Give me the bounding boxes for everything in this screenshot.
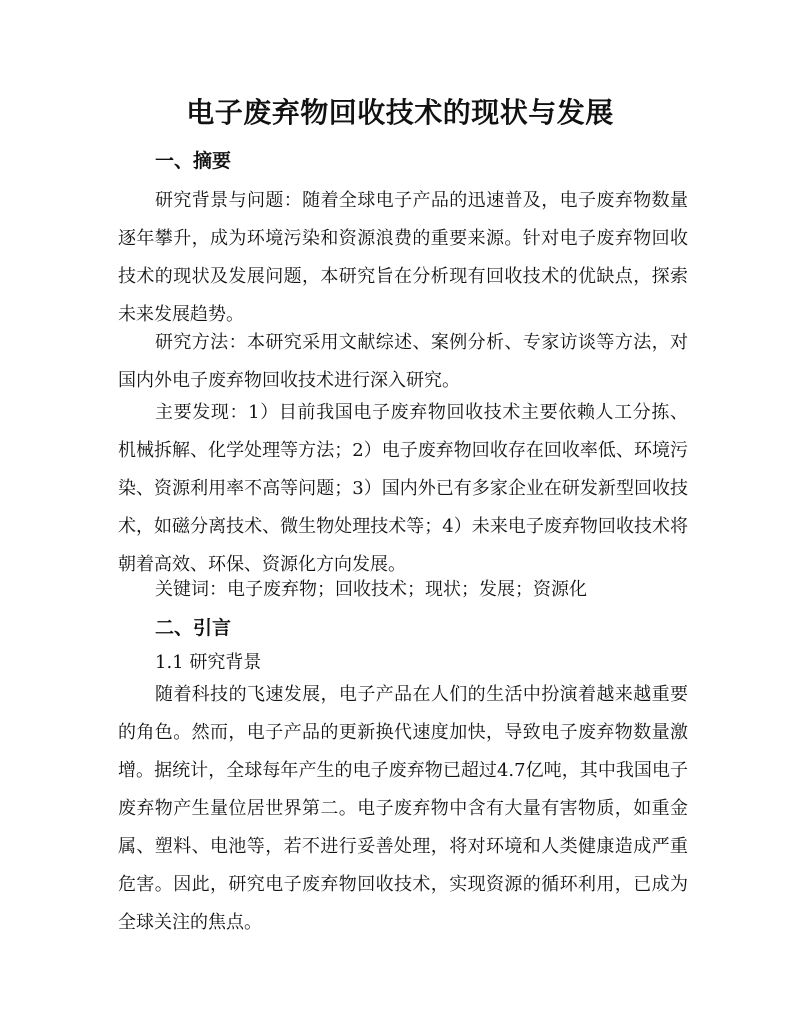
- introduction-background-paragraph: 随着科技的飞速发展，电子产品在人们的生活中扮演着越来越重要的角色。然而，电子产品的更新换代速度加快，导致电子废弃物数量激增。据统计，全球每年产生的电子废弃物已超过4.7亿吨，其中我国电子废弃物产生量位居世界第二。电子废弃物中含有大量有害物质，如重金属、塑料、电池等，若不进行妥善处理，将对环境和人类健康造成严重危害。因此，研究电子废弃物回收技术，实现资源的循环利用，已成为全球关注的焦点。: [118, 684, 688, 933]
- subsection-heading-background: 1.1 研究背景: [155, 652, 262, 673]
- keywords-line: 关键词：电子废弃物；回收技术；现状；发展；资源化: [155, 579, 587, 600]
- section-heading-abstract: 一、摘要: [155, 150, 232, 172]
- abstract-findings-paragraph: 主要发现：1）目前我国电子废弃物回收技术主要依赖人工分拣、机械拆解、化学处理等方法；2）电子废弃物回收存在回收率低、环境污染、资源利用率不高等问题；3）国内外已有多家企业在研发新型回收技术，如磁分离技术、微生物处理技术等；4）未来电子废弃物回收技术将朝着高效、环保、资源化方向发展。: [118, 402, 688, 575]
- abstract-background-paragraph: 研究背景与问题：随着全球电子产品的迅速普及，电子废弃物数量逐年攀升，成为环境污染和资源浪费的重要来源。针对电子废弃物回收技术的现状及发展问题，本研究旨在分析现有回收技术的优缺点，探索未来发展趋势。: [118, 190, 688, 325]
- document-title: 电子废弃物回收技术的现状与发展: [186, 96, 614, 129]
- abstract-methods-paragraph: 研究方法：本研究采用文献综述、案例分析、专家访谈等方法，对国内外电子废弃物回收技术进行深入研究。: [118, 332, 688, 391]
- section-heading-introduction: 二、引言: [155, 617, 232, 639]
